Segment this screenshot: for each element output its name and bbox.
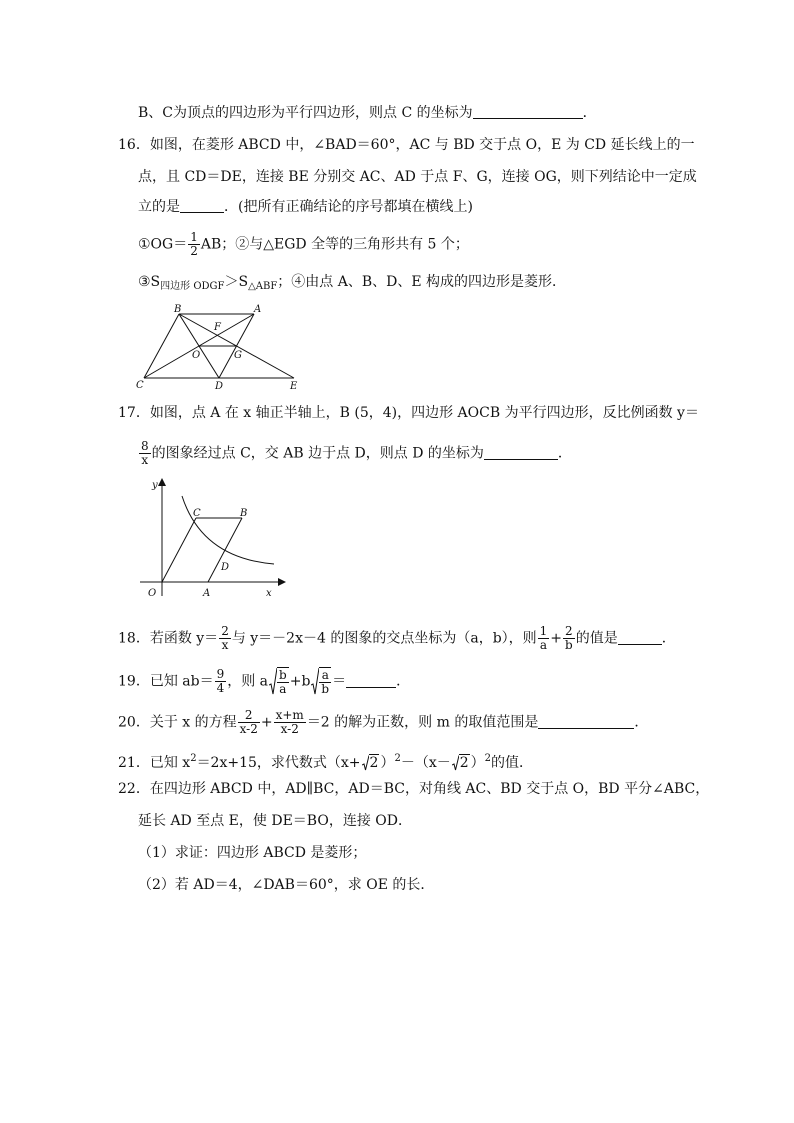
label-A: A [254,304,262,315]
label-x: x [266,588,272,599]
q20-line: 20．关于 x 的方程 $\frac{2}{x-2}$ + $\frac{x+m}{x-2}$ ＝2 的解为正数，则 m 的取值范围是 ． [118,708,649,736]
q16-line1: 16．如图，在菱形 ABCD 中，∠BAD＝60°，AC 与 BD 交于点 O，E 为 CD 延长线上的一 [118,137,695,153]
q17-line1: 17．如图，点 A 在 x 轴正半轴上，B (5，4)，四边形 AOCB 为平行四边形，反比例函数 y＝ [118,405,699,421]
hyperbola-curve [182,496,274,564]
label-F: F [214,322,221,333]
q20-number: 20． [118,714,150,731]
q18-number: 18． [118,630,150,647]
q16-line3: 立的是 ．(把所有正确结论的序号都填在横线上) [138,199,473,215]
q19-number: 19． [118,673,150,690]
q16-answer-blank[interactable] [180,198,224,213]
q17-coordinate-figure [140,472,290,602]
label-G: G [234,350,242,361]
label-D: D [215,381,224,392]
label-B: B [174,304,182,315]
q18-answer-blank[interactable] [618,630,662,645]
q19-answer-blank[interactable] [346,673,396,688]
label-y: y [152,480,158,491]
q15-text: B、C为顶点的四边形为平行四边形，则点 C 的坐标为 [138,105,473,121]
q17-line2: $\frac{8}{x}$ 的图象经过点 C，交 AB 边于点 D，则点 D 的坐标为 ． [141,439,572,467]
q21-line: 21．已知 $x^2=2x+15$，求代数式（x+ 2 ）$^2$－（x－ 2 ）$^2$的值． [118,753,534,771]
q15-answer-blank[interactable] [473,104,583,119]
sqrt-b-over-a: $\frac{b}{a}$ [269,667,289,696]
q16-conclusion-3-4: $③S_{四边形 ODGF}>S_{\triangle ABF}$；④由点 A、B、D、E 构成的四边形是菱形． [138,274,567,292]
fraction-one-half: $\frac{1}{2}$ [190,230,198,258]
q17-answer-blank[interactable] [484,445,558,460]
q21-number: 21． [118,755,150,771]
label-C: C [193,508,201,519]
x-axis-arrow [278,578,286,586]
q20-answer-blank[interactable] [538,714,634,729]
q16-rhombus-figure [130,300,310,392]
q15-line: B、C为顶点的四边形为平行四边形，则点 C 的坐标为 ． [138,105,597,121]
sqrt-a-over-b: $\frac{a}{b}$ [311,667,331,696]
label-B: B [240,508,248,519]
q22-part2: （2）若 AD＝4，∠DAB＝60°，求 OE 的长． [138,877,435,893]
sqrt-2: 2 [452,753,470,773]
q19-line: 19．已知 ab＝ $\frac{9}{4}$ ，则 a $\frac{b}{a}$ +b $\frac{a}{b}$ ＝ ． [118,667,411,696]
q22-number: 22． [118,781,150,797]
q16-conclusion-1-2: ①OG＝ $\frac{1}{2}$ AB；②与△EGD 全等的三角形共有 5 个； [138,230,469,258]
y-axis-arrow [158,478,166,486]
q16-line2: 点，且 CD＝DE，连接 BE 分别交 AC、AD 于点 F、G，连接 OG，则下列结论中一定成 [138,169,697,185]
fraction-8-over-x: $\frac{8}{x}$ [141,439,149,467]
label-O: O [192,350,201,361]
label-D: D [221,562,230,573]
q22-line2: 延长 AD 至点 E，使 DE＝BO，连接 OD． [138,813,412,829]
q16-number: 16． [118,137,150,153]
q22-part1: （1）求证：四边形 ABCD 是菱形； [138,845,367,861]
label-O: O [148,588,157,599]
q18-line: 18．若函数 y＝ $\frac{2}{x}$ 与 y＝－2x－4 的图象的交点坐标为（a，b），则 $\frac{1}{a}$ + $\frac{2}{b}$ 的值是 ． [118,624,676,652]
label-C: C [136,380,144,391]
line-CB [144,314,179,378]
q22-line1: 22．在四边形 ABCD 中，AD∥BC，AD＝BC，对角线 AC、BD 交于点 O，BD 平分∠ABC， [118,781,710,797]
line-OC [162,518,196,582]
label-E: E [290,381,298,392]
q17-number: 17． [118,405,150,421]
line-BE [179,314,294,378]
label-A: A [203,588,211,599]
sqrt-2: 2 [362,753,380,773]
